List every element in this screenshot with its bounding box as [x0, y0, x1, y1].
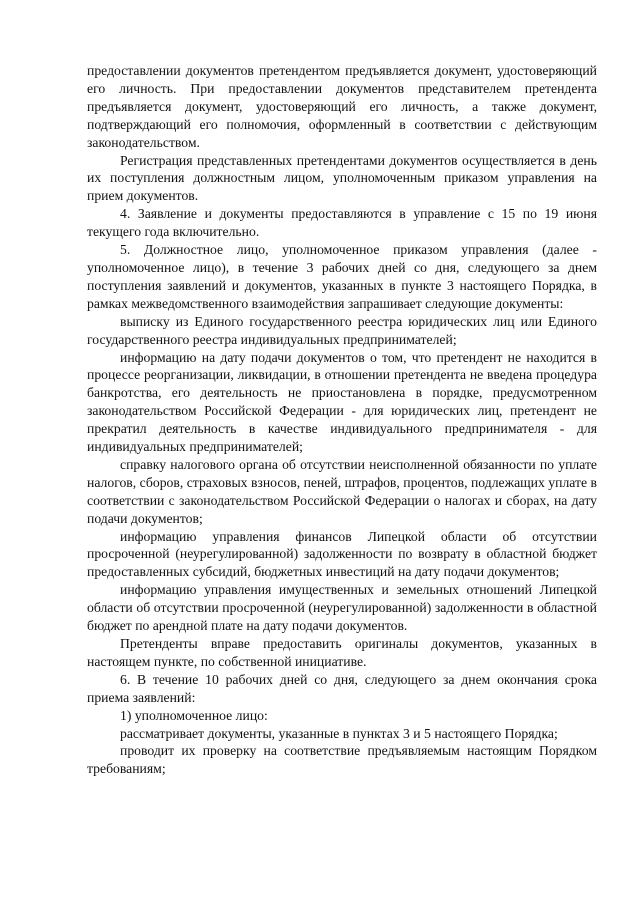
paragraph-reviews-documents: рассматривает документы, указанные в пунктах 3 и 5 настоящего Порядка;: [120, 725, 558, 741]
paragraph-originals: Претенденты вправе предоставить оригиналы документов, указанных в настоящем пункте, по собственной инициативе.: [87, 636, 597, 669]
paragraph-subitem-1: 1) уполномоченное лицо:: [120, 707, 268, 723]
paragraph-checks-documents: проводит их проверку на соответствие предъявляемым настоящим Порядком требованиям;: [87, 743, 597, 777]
paragraph-property-info: информацию управления имущественных и земельных отношений Липецкой области об отсутствии просроченной (неурегулированной) задолженности в областной бюджет по арендной плате на дату подачи документов.: [87, 582, 597, 634]
paragraph-registration: Регистрация представленных претендентами документов осуществляется в день их поступления должностным лицом, уполномоченным приказом управления на прием документов.: [87, 152, 597, 204]
paragraph-item-4: 4. Заявление и документы предоставляются в управление с 15 по 19 июня текущего года включительно.: [87, 206, 597, 240]
paragraph-finance-info: информацию управления финансов Липецкой области об отсутствии просроченной (неурегулированной) задолженности по возврату в областной бюджет предоставленных субсидий, бюджетных инвестиций на дату подачи документов;: [87, 528, 597, 580]
paragraph-identity-documents: предоставлении документов претендентом предъявляется документ, удостоверяющий его личность. При предоставлении документов представителем претендента предъявляется документ, удостоверяющий его личность, а также документ, подтверждающий его полномочия, оформленный в соответствии с действующим законодательством.: [87, 63, 597, 150]
paragraph-item-6: 6. В течение 10 рабочих дней со дня, следующего за днем окончания срока приема заявлений:: [87, 671, 597, 705]
paragraph-registry-extract: выписку из Единого государственного реестра юридических лиц или Единого государственного реестра индивидуальных предпринимателей;: [87, 313, 597, 347]
document-page: [87, 62, 597, 778]
paragraph-reorganization-info: информацию на дату подачи документов о том, что претендент не находится в процессе реорганизации, ликвидации, в отношении претендента не введена процедура банкротства, его деятельность не приостановлена в порядке, предусмотренном законодательством Российской Федерации - для юридических лиц, претендент не прекратил деятельность в качестве индивидуального предпринимателя - для индивидуальных предпринимателей;: [87, 349, 597, 455]
paragraph-item-5: 5. Должностное лицо, уполномоченное приказом управления (далее - уполномоченное лицо), в течение 3 рабочих дней со дня, следующего за днем поступления заявлений и документов, указанных в пункте 3 настоящего Порядка, в рамках межведомственного взаимодействия запрашивает следующие документы:: [87, 242, 597, 311]
paragraph-tax-certificate: справку налогового органа об отсутствии неисполненной обязанности по уплате налогов, сборов, страховых взносов, пеней, штрафов, процентов, подлежащих уплате в соответствии с законодательством Российской Федерации о налогах и сборах, на дату подачи документов;: [87, 456, 597, 526]
